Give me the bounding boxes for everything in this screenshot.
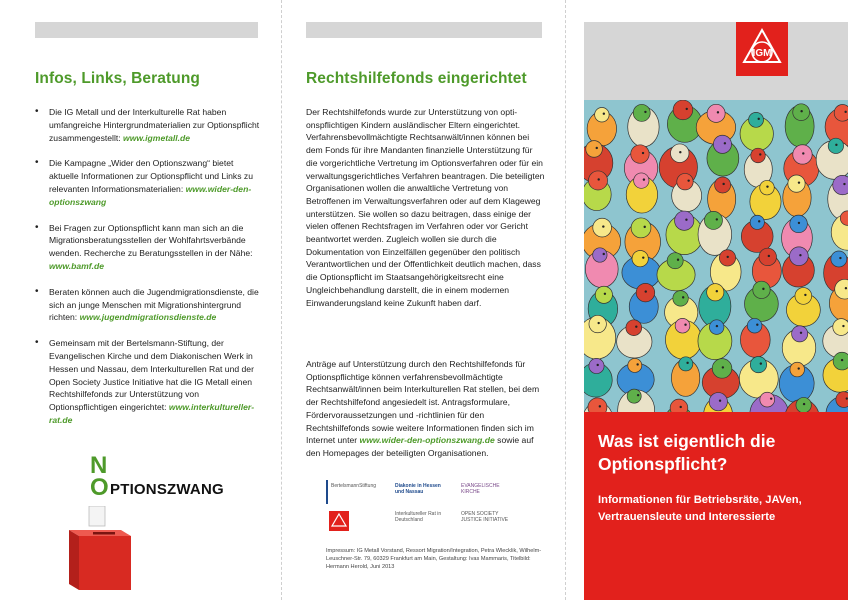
cover-title: Was ist eigentlich die Optionspflicht? — [598, 431, 776, 474]
crowd-painting-image — [584, 100, 848, 412]
cover-top-bar — [584, 22, 848, 100]
item-text: Bei Fragen zur Optionspflicht kann man sich an die Migrationsberatungsstellen der Wohlfahrtsverbände wenden. Recherche zu Beratungsstellen in der Nähe: — [49, 222, 253, 259]
header-bar — [35, 22, 258, 38]
item-link[interactable]: www.igmetall.de — [123, 132, 191, 143]
info-list — [35, 106, 263, 440]
item-text: Gemeinsam mit der Bertelsmann-Stiftung, der Evangelischen Kirche und dem Diakonischen Werk in Hessen und Nassau, dem Interkulturellen Rat und der Open Society Justice Initiative hat die IG Metall einen Rechtshilfefonds zur Unterstützung von Optionspflichtigen eingerichtet: — [49, 338, 254, 413]
left-panel — [0, 0, 281, 600]
left-heading: Infos, Links, Beratung — [35, 70, 200, 87]
paragraph-2 — [306, 358, 546, 460]
list-item — [35, 286, 263, 324]
list-item — [35, 157, 263, 208]
paragraph-2-tail: sowie auf den Homepages der beteiligten Organisationen. — [306, 435, 534, 458]
middle-panel — [282, 0, 565, 600]
item-link[interactable]: www.interkultureller-rat.de — [49, 402, 255, 425]
paragraph-1: Der Rechtshilfefonds wurde zur Unterstützung von optionspflichtigen Kindern ausländischer Eltern eingerichtet. Verfahrensbevollmächtigte Rechtsanwält/innen können bei dem Fonds für ihre Mandanten finanzielle Unterstützung für die vorgerichtliche Vertretung im Optionsverfahren oder für ein verwaltungsgerichtliches Verfahren beantragen. Die beteiligten Organisationen wollen die anwaltliche Vertretung von Betroffenen im Verwaltungsverfahren oder auf dem Klageweg unterstützen. Sie wollen so dazu beitragen, dass einige der vielen offenen Rechtsfragen im Verfahren oder vor Gericht beantwortet werden. Zugleich wollen sie durch die Dokumentation von Einzelfällen gegenüber den politisch Verantwortlichen und der Öffentlichkeit deutlich machen, dass die Optionspflicht im Staatsangehörigkeitsrecht eine Ungleichbehandlung darstellt, die in einem modernen Einwanderungsland keine Zukunft haben darf. — [306, 107, 545, 308]
middle-heading: Rechtshilfefonds eingerichtet — [306, 70, 527, 87]
sponsor-bertelsmann: BertelsmannStiftung — [326, 480, 388, 504]
logo-letter-o: O — [90, 474, 109, 501]
ballot-box-icon — [65, 506, 135, 592]
header-bar — [306, 22, 542, 38]
item-link[interactable]: www.jugendmigrationsdienste.de — [79, 312, 217, 323]
sponsor-diakonie: Diakonie in Hessen und Nassau — [395, 483, 441, 495]
ig-metall-logo-icon — [736, 22, 788, 76]
sponsor-open-society: OPEN SOCIETY JUSTICE INITIATIVE — [461, 511, 509, 523]
sponsor-interkultureller-rat: Interkultureller Rat in Deutschland — [395, 511, 442, 523]
list-item — [35, 222, 263, 273]
list-item — [35, 106, 263, 144]
igm-small-logo-icon — [329, 511, 349, 531]
logo-letter-n: N — [90, 452, 108, 479]
sponsor-logos — [326, 480, 526, 534]
imprint: Impressum: IG Metall Vorstand, Ressort Migration/Integration, Petra Wlecklik, Wilhelm-Leuschner-Str. 79, 60329 Frankfurt am Main, Gestaltung: Ivas Mammaris, Titelbild: Hermann Herold, Juni 2013 — [326, 548, 542, 570]
cover-panel — [566, 0, 848, 600]
logo-text: IGM — [752, 48, 772, 59]
list-item — [35, 337, 263, 427]
cover-red-box — [584, 412, 848, 600]
item-text: Die Kampagne „Wider den Optionszwang“ bietet aktuelle Informationen zur Optionspflicht und Links zu relevanten Informationsmaterialien: — [49, 158, 253, 194]
sponsor-evangelische-kirche: EVANGELISCHE KIRCHE — [461, 483, 500, 495]
item-text: Beraten können auch die Jugendmigrationsdienste, die sich an junge Menschen mit Migrationshintergrund richten: — [49, 286, 259, 323]
item-text: Die IG Metall und der Interkulturelle Rat haben umfangreiche Hintergrundmaterialien zur Optionspflicht zusammengestellt: — [49, 107, 260, 143]
sponsor-igmetall — [326, 508, 388, 532]
paragraph-2-link[interactable]: www.wider-den-optionszwang.de — [359, 435, 495, 446]
paragraph-2-text: Anträge auf Unterstützung durch den Rechtshilfefonds für Optionspflichtige können verfahrensbevollmächtigte Rechtsanwält/innen beim Interkulturellen Rat stellen, bei dem der Rechtshilfefond angesiedelt ist. Antragsformulare, Fördervoraussetzungen und -richtlinien für den Rechtshilfefonds sowie weitere Informationen finden sich im Internet unter — [306, 359, 540, 446]
cover-subtitle: Informationen für Betriebsräte, JAVen, Vertrauensleute und Interessierte — [598, 494, 802, 523]
optionszwang-logo — [90, 452, 260, 502]
item-link[interactable]: www.bamf.de — [49, 260, 105, 271]
logo-word: PTIONSZWANG — [110, 481, 224, 498]
item-link[interactable]: www.wider-den-optionszwang — [49, 183, 252, 207]
